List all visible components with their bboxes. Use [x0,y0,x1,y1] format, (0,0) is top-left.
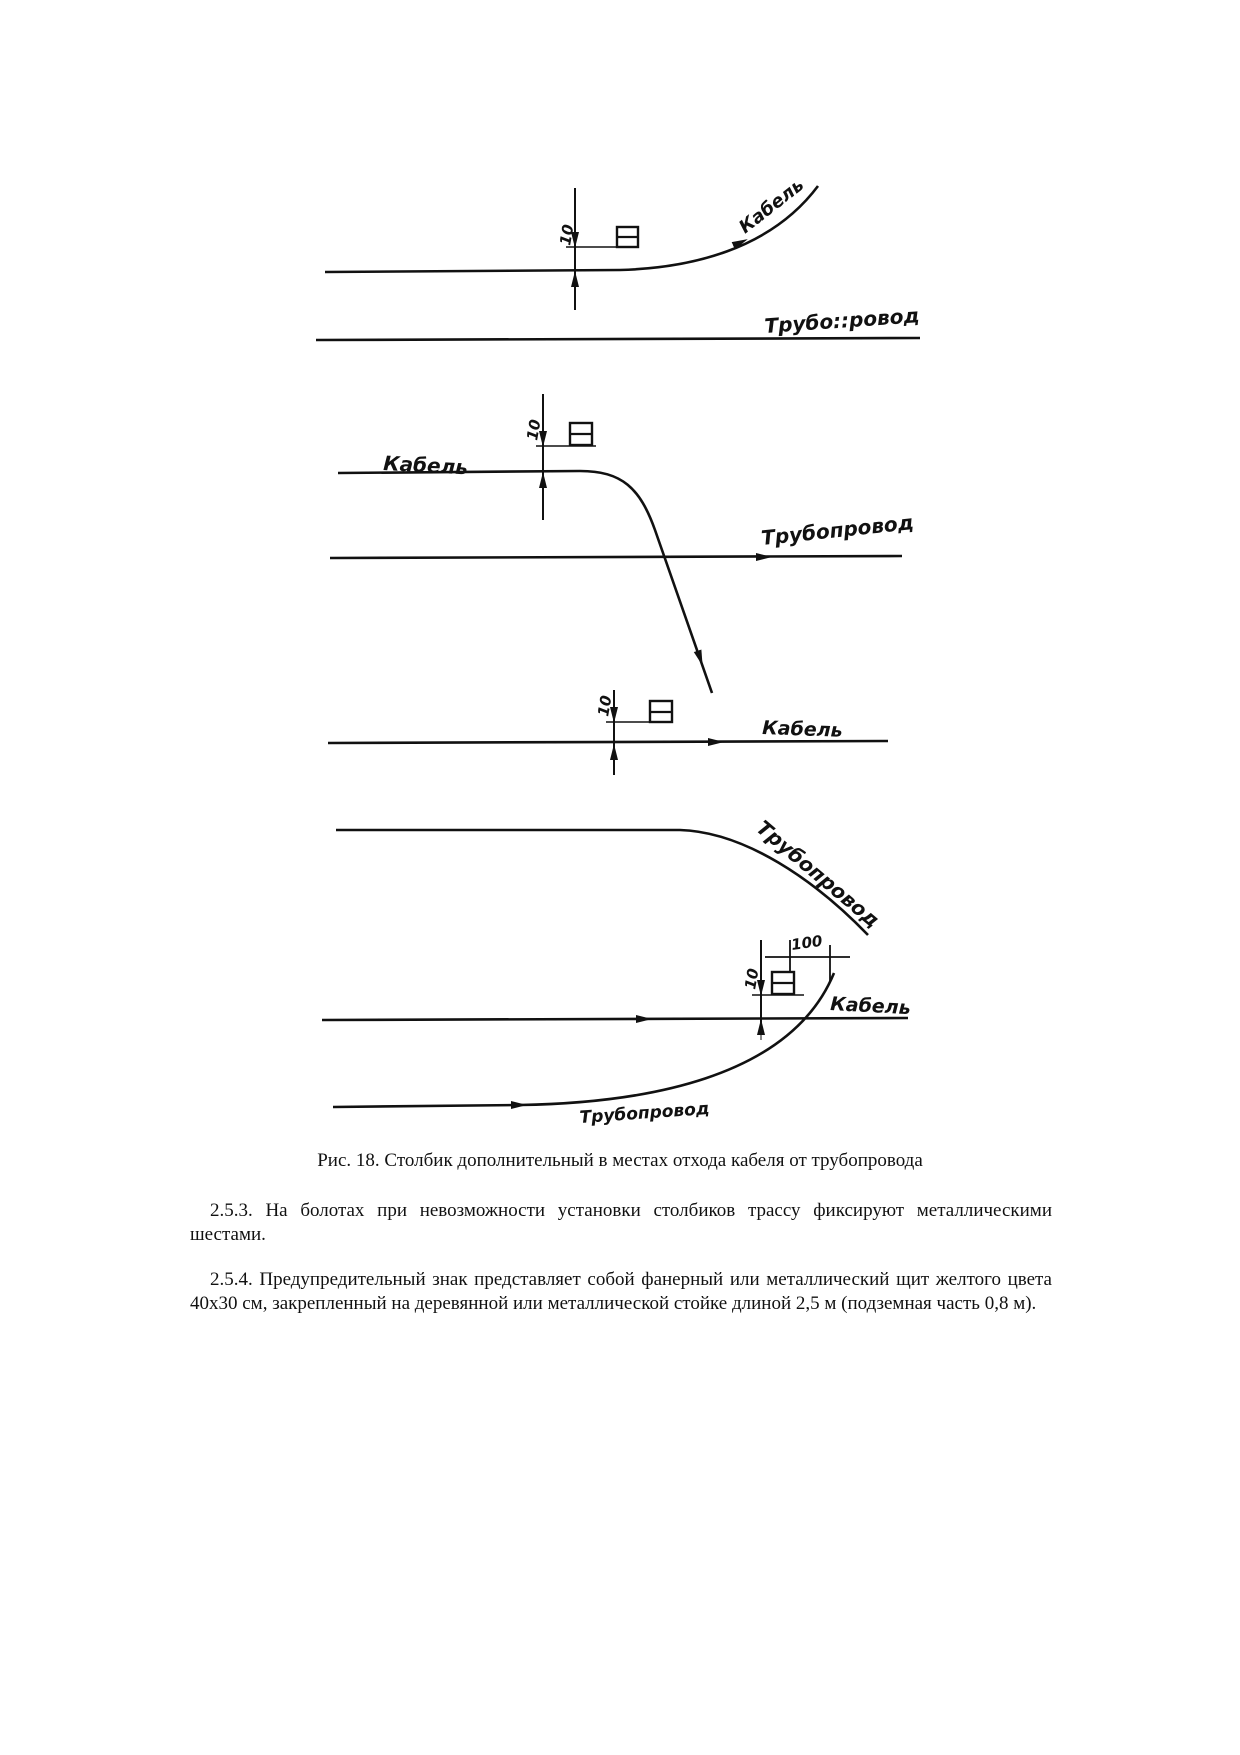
pipeline-line [330,556,902,558]
scheme-2 [328,394,902,775]
cable-label: Кабель [829,993,912,1020]
dim-10-label-a: 10 [523,418,545,442]
paragraph-2-5-3: 2.5.3. На болотах при невозможности установки столбиков трассу фиксируют металлическими шестами. [190,1200,1052,1245]
cable-label: Кабель [735,174,809,238]
cable-line [338,471,712,693]
cable-label-a: Кабель [382,451,469,480]
cable-curve [333,973,834,1107]
paragraph-2-5-4: 2.5.4. Предупредительный знак представляет собой фанерный или металлический щит желтого цвета 40х30 см, закрепленный на деревянной или металлической стойке длиной 2,5 м (подземная часть 0,8 м). [190,1269,1052,1314]
dim-10-label: 10 [556,223,578,247]
pipeline-line [316,338,920,340]
cable-line-2 [328,741,888,743]
pipeline-label: Трубо::ровод [763,303,921,338]
dim-10-label: 10 [741,967,763,991]
pipeline-label-bottom: Трубопровод [578,1098,711,1128]
dim-100-label: 100 [790,931,824,954]
pipeline-label: Трубопровод [751,815,885,933]
pipeline-label-a: Трубопровод [760,510,915,550]
dim-10-label-b: 10 [594,694,616,718]
cable-line [322,1018,908,1020]
figure-caption: Рис. 18. Столбик дополнительный в местах отхода кабеля от трубопровода [317,1150,923,1171]
cable-arrow [695,643,702,664]
cable-label-b: Кабель [761,717,843,742]
